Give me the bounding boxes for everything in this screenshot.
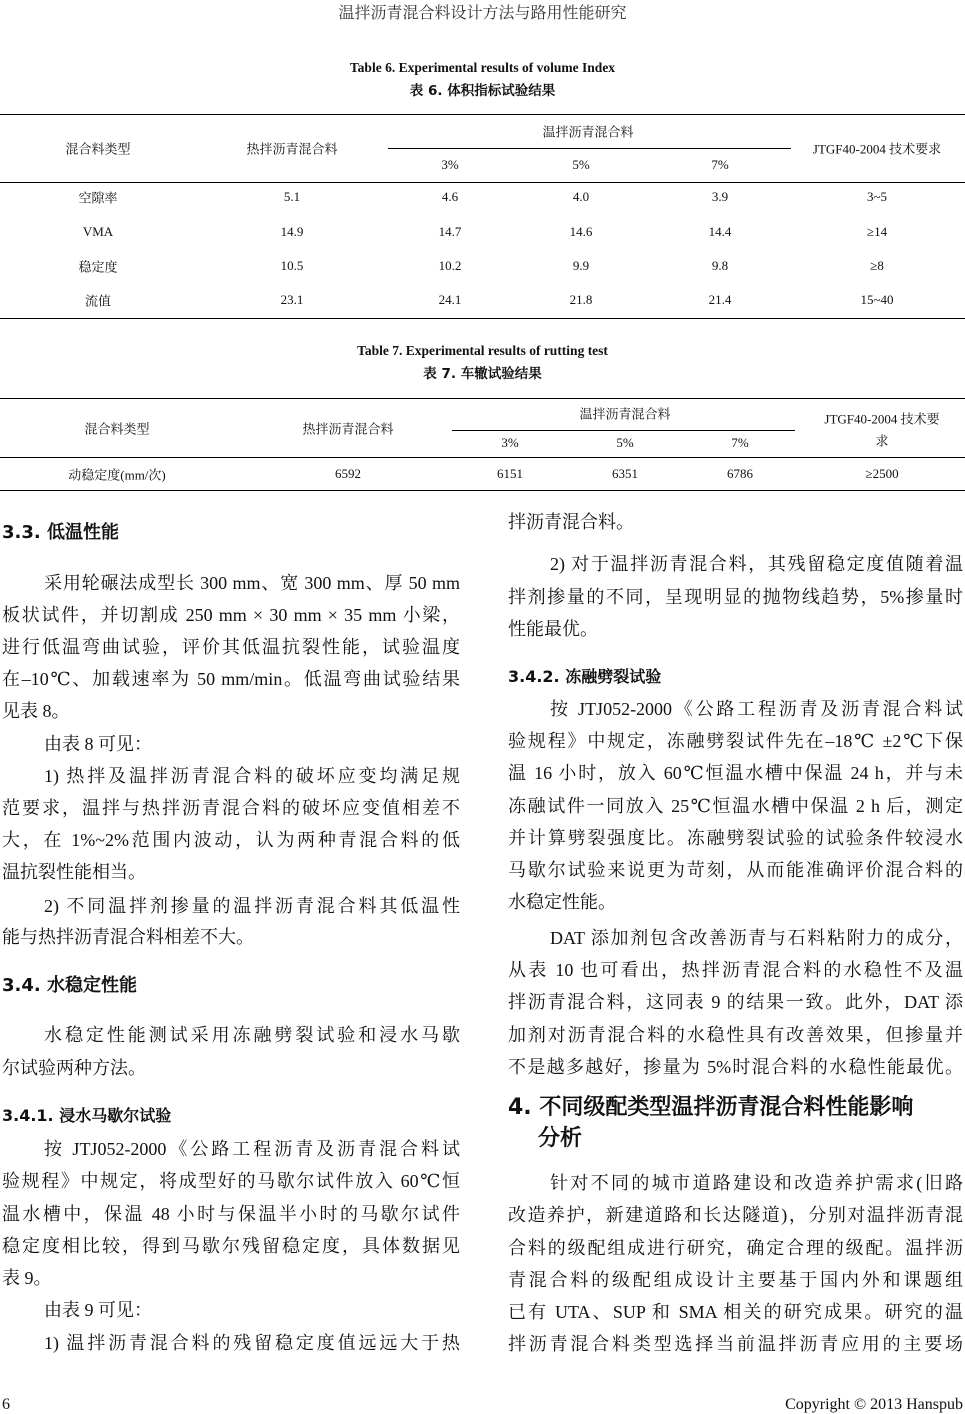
table6-cell: 空隙率: [78, 190, 118, 206]
table6-cell: ≥8: [870, 258, 884, 273]
table7-header-spec-2: 求: [875, 433, 889, 449]
text-line: 按 JTJ052-2000《公路工程沥青及沥青混合料试: [550, 699, 963, 719]
section-heading: 4. 不同级配类型温拌沥青混合料性能影响: [508, 1095, 914, 1120]
table6-cell: 9.9: [572, 258, 590, 273]
page-number: 6: [2, 1396, 10, 1413]
text-line: 青混合料的级配组成设计主要基于国内外和课题组: [508, 1270, 963, 1290]
table6-header-7pct: 7%: [711, 157, 729, 172]
table6-cell: 4.0: [572, 189, 590, 204]
table7-header-7pct: 7%: [731, 435, 749, 450]
text-line: 改造养护，新建道路和长达隧道)，分别对温拌沥青混: [508, 1205, 963, 1225]
text-line: 加剂对沥青混合料的水稳性具有改善效果，但掺量并: [508, 1025, 963, 1045]
text-line: 拌沥青混合料，这同表 9 的结果一致。此外，DAT 添: [508, 992, 963, 1012]
table6-title-en: Table 6. Experimental results of volume Index: [349, 60, 616, 75]
table6-cell: 21.8: [569, 292, 593, 307]
table6-cell: 10.2: [438, 258, 462, 273]
table6-cell: ≥14: [866, 224, 888, 239]
table7-cell: ≥2500: [865, 466, 899, 481]
table6-header-spec: JTGF40-2004 技术要求: [812, 141, 942, 157]
table6-cell: 14.9: [280, 224, 304, 239]
table6-cell: 15~40: [860, 292, 894, 307]
text-line: 由表 8 可见：: [44, 734, 152, 754]
table7-title-zh: 表 7. 车辙试验结果: [423, 366, 542, 382]
text-line: 冻融试件一同放入 25℃恒温水槽中保温 2 h 后，测定: [508, 796, 963, 816]
table7-cell: 6351: [612, 466, 638, 481]
subsection-heading: 3.4.2. 冻融劈裂试验: [508, 667, 662, 686]
text-line: 板状试件，并切割成 250 mm × 30 mm × 35 mm 小梁，: [2, 605, 460, 625]
table7-header-spec-1: JTGF40-2004 技术要: [824, 411, 940, 427]
text-line: 从表 10 也可看出，热拌沥青混合料的水稳性不及温: [508, 960, 963, 980]
text-line: 温 16 小时，放入 60℃恒温水槽中保温 24 h，并与未: [508, 763, 963, 783]
table7-title-en: Table 7. Experimental results of rutting test: [357, 343, 608, 358]
table6-header-warm: 温拌沥青混合料: [542, 124, 634, 140]
text-line: 进行低温弯曲试验，评价其低温抗裂性能，试验温度: [2, 637, 460, 657]
table6-cell: 5.1: [283, 189, 301, 204]
text-line: 能与热拌沥青混合料相差不大。: [2, 927, 254, 947]
table6-header-5pct: 5%: [572, 157, 590, 172]
text-line: DAT 添加剂包含改善沥青与石料粘附力的成分，: [550, 928, 963, 948]
text-line: 验规程》中规定，冻融劈裂试件先在–18℃ ±2℃下保: [508, 731, 963, 751]
section-heading: 3.3. 低温性能: [2, 522, 119, 543]
table7-header-5pct: 5%: [616, 435, 634, 450]
section-heading: 分析: [538, 1126, 583, 1151]
table7-header-warm: 温拌沥青混合料: [579, 406, 671, 422]
table6-top-rule: [0, 114, 965, 115]
table7-cell: 6592: [335, 466, 361, 481]
table6-header-rule: [0, 182, 965, 183]
subsection-heading: 3.4.1. 浸水马歇尔试验: [2, 1106, 172, 1125]
table6-cell: 21.4: [708, 292, 732, 307]
table6-cell: 3~5: [866, 189, 888, 204]
section-heading: 3.4. 水稳定性能: [2, 975, 137, 996]
table6-cell: 14.6: [569, 224, 593, 239]
table6-bottom-rule: [0, 318, 965, 319]
text-line: 已有 UTA、SUP 和 SMA 相关的研究成果。研究的温: [508, 1302, 963, 1322]
text-line: 拌剂掺量的不同，呈现明显的抛物线趋势，5%掺量时: [508, 587, 963, 607]
text-line: 由表 9 可见：: [44, 1300, 152, 1320]
table6-cell: 9.8: [711, 258, 729, 273]
text-line: 温抗裂性能相当。: [2, 862, 146, 882]
table6-cell: 24.1: [438, 292, 462, 307]
text-line: 拌沥青混合料。: [508, 512, 634, 532]
text-line: 大，在 1%~2%范围内波动，认为两种青混合料的低: [2, 830, 460, 850]
text-line: 1) 热拌及温拌沥青混合料的破坏应变均满足规: [44, 766, 460, 786]
table6-cell: 流值: [84, 293, 112, 309]
table7-header-rule: [0, 457, 965, 458]
text-line: 1) 温拌沥青混合料的残留稳定度值远远大于热: [44, 1333, 460, 1353]
table6-header-hot: 热拌沥青混合料: [246, 141, 338, 157]
table7-group-rule: [452, 430, 795, 431]
table6-header-type: 混合料类型: [65, 141, 131, 157]
table6-cell: 14.4: [708, 224, 732, 239]
text-line: 合料的级配组成进行研究，确定合理的级配。温拌沥: [508, 1238, 963, 1258]
text-line: 验规程》中规定，将成型好的马歇尔试件放入 60℃恒: [2, 1171, 460, 1191]
table7-header-hot: 热拌沥青混合料: [302, 421, 394, 437]
table7-cell: 动稳定度(mm/次): [68, 467, 166, 483]
text-line: 并计算劈裂强度比。冻融劈裂试验的试验条件较浸水: [508, 828, 963, 848]
table6-cell: VMA: [82, 224, 114, 239]
table6-cell: 4.6: [441, 189, 459, 204]
table6-cell: 10.5: [280, 258, 304, 273]
table7-cell: 6786: [727, 466, 753, 481]
text-line: 在–10℃、加载速率为 50 mm/min。低温弯曲试验结果: [2, 669, 460, 689]
table7-top-rule: [0, 398, 965, 399]
table6-cell: 3.9: [711, 189, 729, 204]
text-line: 水稳定性能。: [508, 892, 616, 912]
table6-cell: 14.7: [438, 224, 462, 239]
text-line: 不是越多越好，掺量为 5%时混合料的水稳性能最优。: [508, 1057, 963, 1077]
table7-header-3pct: 3%: [501, 435, 519, 450]
text-line: 2) 对于温拌沥青混合料，其残留稳定度值随着温: [550, 554, 963, 574]
text-line: 拌沥青混合料类型选择当前温拌沥青应用的主要场: [508, 1334, 963, 1354]
copyright: Copyright © 2013 Hanspub: [785, 1396, 963, 1413]
text-line: 水稳定性能测试采用冻融劈裂试验和浸水马歇: [44, 1025, 460, 1045]
text-line: 温水槽中，保温 48 小时与保温半小时的马歇尔试件: [2, 1204, 460, 1224]
table6-cell: 23.1: [280, 292, 304, 307]
text-line: 范要求，温拌与热拌沥青混合料的破坏应变值相差不: [2, 798, 460, 818]
running-header: 温拌沥青混合料设计方法与路用性能研究: [338, 5, 627, 22]
table7-bottom-rule: [0, 490, 965, 491]
text-line: 性能最优。: [508, 619, 598, 639]
text-line: 2) 不同温拌剂掺量的温拌沥青混合料其低温性: [44, 896, 460, 916]
text-line: 尔试验两种方法。: [2, 1058, 146, 1078]
text-line: 表 9。: [2, 1268, 52, 1288]
table7-header-type: 混合料类型: [84, 421, 150, 437]
text-line: 马歇尔试验来说更为苛刻，从而能准确评价混合料的: [508, 860, 963, 880]
table6-cell: 稳定度: [78, 259, 118, 275]
table6-title-zh: 表 6. 体积指标试验结果: [409, 83, 556, 99]
table6-header-3pct: 3%: [441, 157, 459, 172]
text-line: 稳定度相比较，得到马歇尔残留稳定度，具体数据见: [2, 1236, 460, 1256]
text-line: 采用轮碾法成型长 300 mm、宽 300 mm、厚 50 mm: [44, 573, 460, 593]
table6-group-rule: [388, 148, 791, 149]
text-line: 按 JTJ052-2000《公路工程沥青及沥青混合料试: [44, 1139, 460, 1159]
text-line: 见表 8。: [2, 701, 70, 721]
table7-cell: 6151: [497, 466, 523, 481]
text-line: 针对不同的城市道路建设和改造养护需求(旧路: [550, 1173, 963, 1193]
